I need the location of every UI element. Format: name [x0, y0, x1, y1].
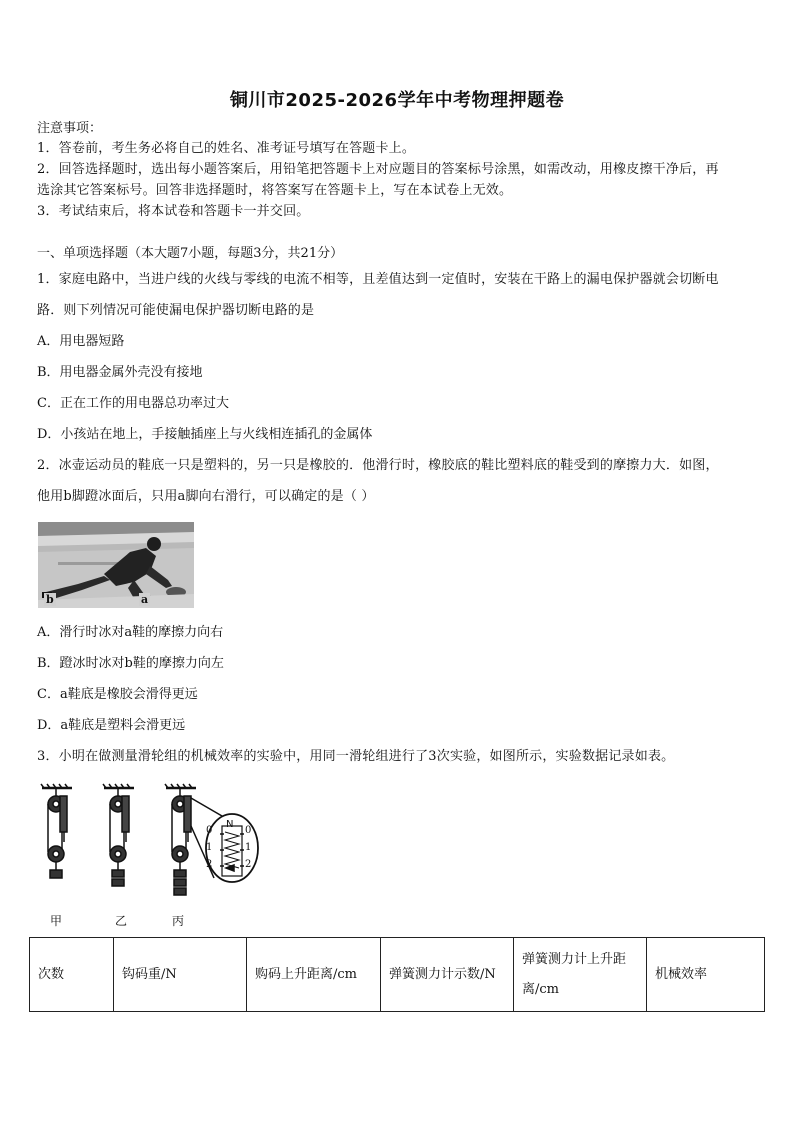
table-header-cell: 弹簧测力计上升距离/cm: [514, 938, 647, 1012]
table-header-row: [30, 938, 765, 1012]
notice-heading: 注意事项：: [37, 121, 103, 136]
scale-tick-right-0: 0: [245, 825, 252, 836]
q1-stem-line2: 路．则下列情况可能使漏电保护器切断电路的是: [37, 303, 315, 318]
scale-tick-left-0: 0: [206, 825, 213, 836]
table-header-cell: 次数: [30, 938, 114, 1012]
photo-label-b: b: [46, 593, 54, 606]
q2-option-b: B．蹬冰时冰对b鞋的摩擦力向左: [37, 656, 224, 671]
q1-option-a: A．用电器短路: [37, 334, 125, 349]
scale-tick-left-1: 1: [206, 842, 213, 853]
notice-item-3: 3．考试结束后，将本试卷和答题卡一并交回。: [37, 204, 310, 219]
notice-item-2-cont: 选涂其它答案标号。回答非选择题时，将答案写在答题卡上，写在本试卷上无效。: [37, 183, 513, 198]
table-header-cell: 机械效率: [647, 938, 765, 1012]
figure-label-yi: 乙: [115, 914, 128, 928]
page-title: 铜川市2025-2026学年中考物理押题卷: [229, 90, 565, 111]
photo-label-a: a: [141, 593, 149, 606]
q1-option-b: B．用电器金属外壳没有接地: [37, 365, 203, 380]
scale-tick-left-2: 2: [206, 859, 213, 870]
table-header-cell: 弹簧测力计示数/N: [381, 938, 514, 1012]
scale-unit-label: N: [226, 819, 234, 830]
notice-item-1: 1．答卷前，考生务必将自己的姓名、准考证号填写在答题卡上。: [37, 141, 416, 156]
q2-option-d: D．a鞋底是塑料会滑更远: [37, 718, 186, 733]
notice-item-2: 2．回答选择题时，选出每小题答案后，用铅笔把答题卡上对应题目的答案标号涂黑，如需改动，用橡皮擦干净后，再: [37, 162, 719, 177]
q2-option-c: C．a鞋底是橡胶会滑得更远: [37, 687, 198, 702]
table-header-cell: 购码上升距离/cm: [247, 938, 381, 1012]
figure-label-jia: 甲: [50, 914, 63, 928]
q3-stem: 3．小明在做测量滑轮组的机械效率的实验中，用同一滑轮组进行了3次实验，如图所示，实验数据记录如表。: [37, 749, 675, 764]
q2-option-a: A．滑行时冰对a鞋的摩擦力向右: [37, 625, 224, 640]
scale-tick-right-1: 1: [245, 842, 252, 853]
q1-option-d: D．小孩站在地上，手接触插座上与火线相连插孔的金属体: [37, 427, 373, 442]
table-header-cell: 钩码重/N: [114, 938, 247, 1012]
q2-stem-line2: 他用b脚蹬冰面后，只用a脚向右滑行，可以确定的是（ ）: [37, 489, 375, 504]
q1-stem-line1: 1．家庭电路中，当进户线的火线与零线的电流不相等，且差值达到一定值时，安装在干路上的漏电保护器就会切断电: [37, 272, 719, 287]
data-table: [29, 937, 765, 1012]
scale-tick-right-2: 2: [245, 859, 252, 870]
figure-label-bing: 丙: [172, 914, 185, 928]
q1-option-c: C．正在工作的用电器总功率过大: [37, 396, 229, 411]
curling-photo: [38, 522, 194, 608]
q2-stem-line1: 2．冰壶运动员的鞋底一只是塑料的，另一只是橡胶的．他滑行时，橡胶底的鞋比塑料底的鞋受到的摩擦力大．如图，: [37, 458, 719, 473]
section-heading: 一、单项选择题（本大题7小题，每题3分，共21分）: [37, 246, 344, 261]
pulley-diagram: [36, 782, 266, 912]
